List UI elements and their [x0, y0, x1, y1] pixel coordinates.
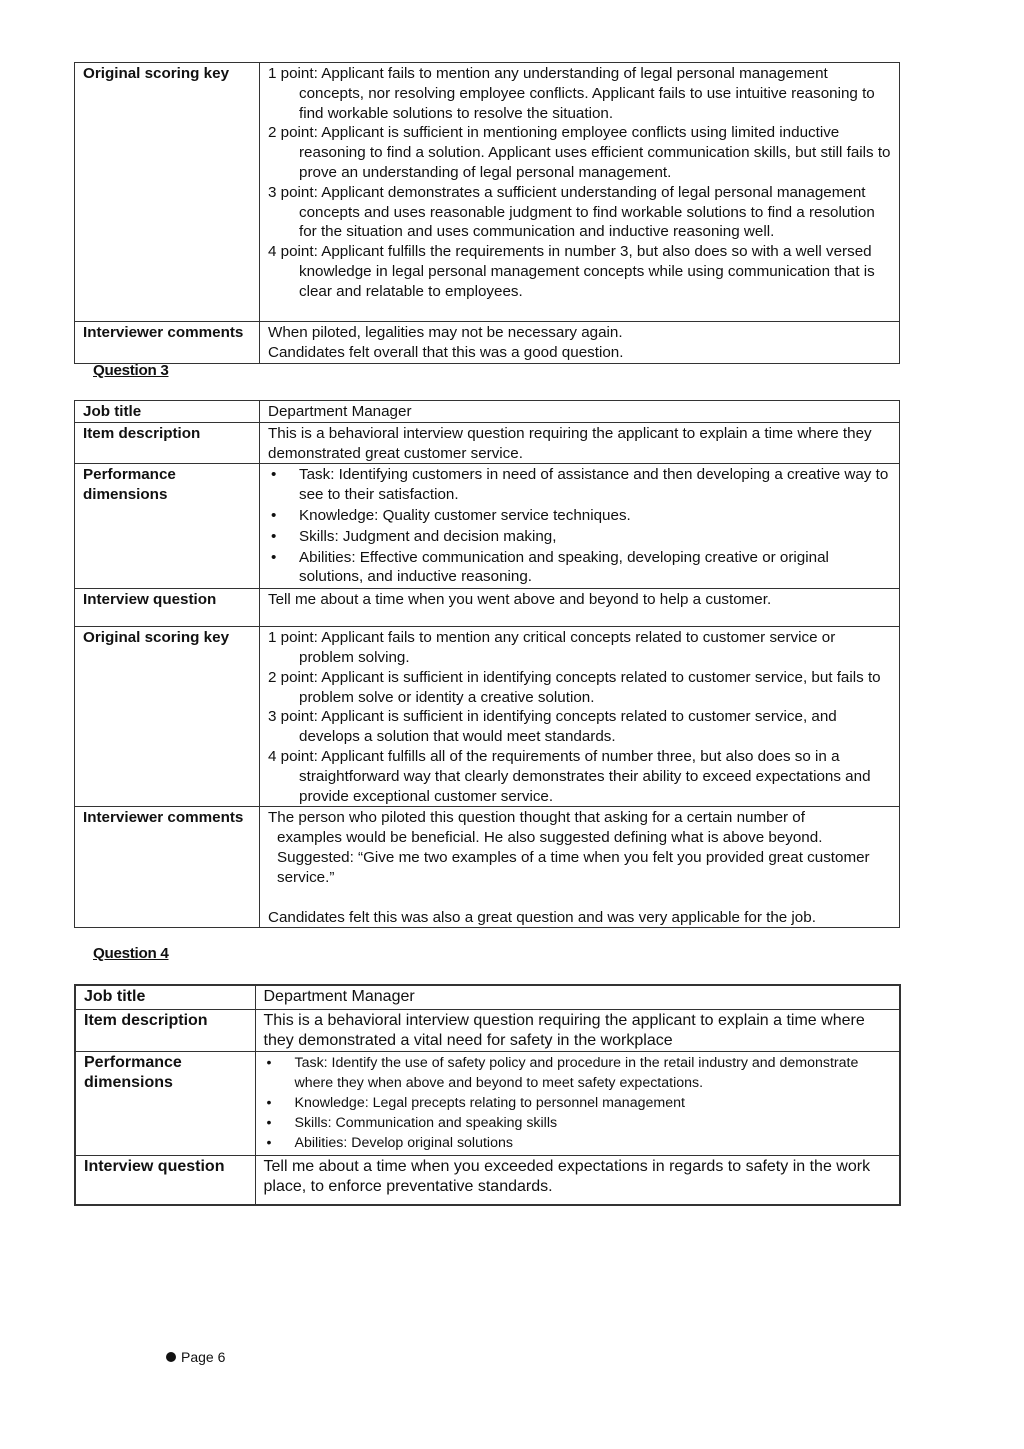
question4-heading: Question 4: [93, 945, 169, 962]
job-title-label: Job title: [75, 985, 255, 1009]
scoring-point-2: 2 point: Applicant is sufficient in identifying concepts related to customer service, but fails to problem solve or identity a creative solution.: [268, 668, 881, 706]
comments-row: [75, 322, 900, 364]
job-title-row: [75, 985, 900, 1009]
item-description-value: This is a behavioral interview question requiring the applicant to explain a time where they demonstrated a vital need for safety in the workplace: [255, 1009, 900, 1051]
scoring-point-1: 1 point: Applicant fails to mention any critical concepts related to customer service or problem solving.: [268, 629, 836, 666]
interview-question-row: [75, 589, 900, 627]
scoring-key-cell: [260, 63, 900, 322]
performance-item: • Knowledge: Quality customer service techniques.: [271, 506, 631, 524]
performance-label: Performance dimensions: [75, 1051, 255, 1155]
bullet-icon: •: [271, 506, 277, 524]
question3-table: [74, 400, 900, 928]
interview-question-label: Interview question: [75, 1155, 255, 1205]
page-footer: [166, 1349, 225, 1365]
job-title-value: Department Manager: [260, 401, 900, 423]
performance-item: • Skills: Communication and speaking skills: [266, 1114, 558, 1131]
scoring-key-cell: [260, 627, 900, 807]
scoring-point-3: 3 point: Applicant demonstrates a sufficient understanding of legal personal management concepts and uses reasonable judgment to find workable solutions to find a resolution for the situation and uses communication and inductive reasoning well.: [268, 183, 875, 241]
job-title-row: [75, 401, 900, 423]
bullet-icon: •: [271, 466, 277, 484]
comment-paragraph: examples would be beneficial. He also suggested defining what is above beyond. Suggested: “Give me two examples of a time when you felt you provided great customer service.”: [277, 829, 870, 886]
bullet-icon: •: [266, 1054, 272, 1071]
scoring-point-3: 3 point: Applicant is sufficient in identifying concepts related to customer service, and develops a solution that would meet standards.: [268, 708, 837, 746]
comments-label: Interviewer comments: [75, 807, 260, 928]
comment-paragraph-2: Candidates felt this was also a great question and was very applicable for the job.: [268, 908, 816, 926]
scoring-key-row: [75, 63, 900, 322]
interview-question-label: Interview question: [75, 589, 260, 627]
job-title-label: Job title: [75, 401, 260, 423]
scoring-key-row: [75, 627, 900, 807]
performance-item: • Task: Identify the use of safety policy and procedure in the retail industry and demonstrate where they when above and beyond to meet safety expectations.: [266, 1054, 859, 1091]
performance-item: • Task: Identifying customers in need of assistance and then developing a creative way to see to their satisfaction.: [271, 466, 889, 504]
comments-cell: [260, 807, 900, 928]
interview-question-value: Tell me about a time when you exceeded expectations in regards to safety in the work place, to enforce preventative standards.: [255, 1155, 900, 1205]
performance-row: [75, 464, 900, 589]
question3-heading: Question 3: [93, 362, 169, 379]
item-description-row: [75, 1009, 900, 1051]
comments-row: [75, 807, 900, 928]
performance-label: Performance dimensions: [75, 464, 260, 589]
scoring-key-label: Original scoring key: [75, 627, 260, 807]
question2-table: [74, 62, 900, 364]
bullet-icon: •: [271, 548, 277, 566]
item-description-label: Item description: [75, 1009, 255, 1051]
interview-question-row: [75, 1155, 900, 1205]
item-description-label: Item description: [75, 422, 260, 464]
performance-cell: [255, 1051, 900, 1155]
scoring-key-label: Original scoring key: [75, 63, 260, 322]
comment-line-first: The person who piloted this question thought that asking for a certain number of: [268, 809, 805, 827]
scoring-point-4: 4 point: Applicant fulfills the requirements in number 3, but also does so with a well versed knowledge in legal personal management concepts while using communication that is clear and relatable to employees.: [268, 243, 875, 300]
scoring-point-1: 1 point: Applicant fails to mention any understanding of legal personal management concepts, nor resolving employee conflicts. Applicant fails to use intuitive reasoning to find workable solutions to resolve the situation.: [268, 65, 875, 122]
bullet-icon: [166, 1352, 176, 1362]
performance-item: • Skills: Judgment and decision making,: [271, 527, 557, 545]
comments-cell: [260, 322, 900, 364]
performance-item: • Abilities: Effective communication and speaking, developing creative or original solutions, and inductive reasoning.: [271, 548, 829, 586]
bullet-icon: •: [266, 1094, 272, 1111]
scoring-point-4: 4 point: Applicant fulfills all of the requirements of number three, but also does so in a straightforward way that clearly demonstrates their ability to exceed expectations and provide exceptional customer service.: [268, 747, 871, 805]
performance-cell: [260, 464, 900, 589]
interview-question-value: Tell me about a time when you went above and beyond to help a customer.: [260, 589, 900, 627]
item-description-value: This is a behavioral interview question requiring the applicant to explain a time where they demonstrated great customer service.: [260, 422, 900, 464]
comment-line-1: When piloted, legalities may not be necessary again.: [268, 324, 623, 341]
comment-line-2: Candidates felt overall that this was a good question.: [268, 343, 624, 361]
bullet-icon: •: [266, 1134, 272, 1151]
performance-item: • Knowledge: Legal precepts relating to personnel management: [266, 1094, 685, 1111]
scoring-point-2: 2 point: Applicant is sufficient in mentioning employee conflicts using limited inductive reasoning to find a solution. Applicant uses efficient communication skills, but still fails to prove an understanding of legal personal management.: [268, 124, 891, 181]
item-description-row: [75, 422, 900, 464]
comments-label: Interviewer comments: [75, 322, 260, 364]
job-title-value: Department Manager: [255, 985, 900, 1009]
bullet-icon: •: [271, 527, 277, 545]
performance-row: [75, 1051, 900, 1155]
performance-item: • Abilities: Develop original solutions: [266, 1134, 513, 1151]
bullet-icon: •: [266, 1114, 272, 1131]
question4-table: [74, 984, 901, 1206]
page-number: Page 6: [181, 1349, 226, 1365]
